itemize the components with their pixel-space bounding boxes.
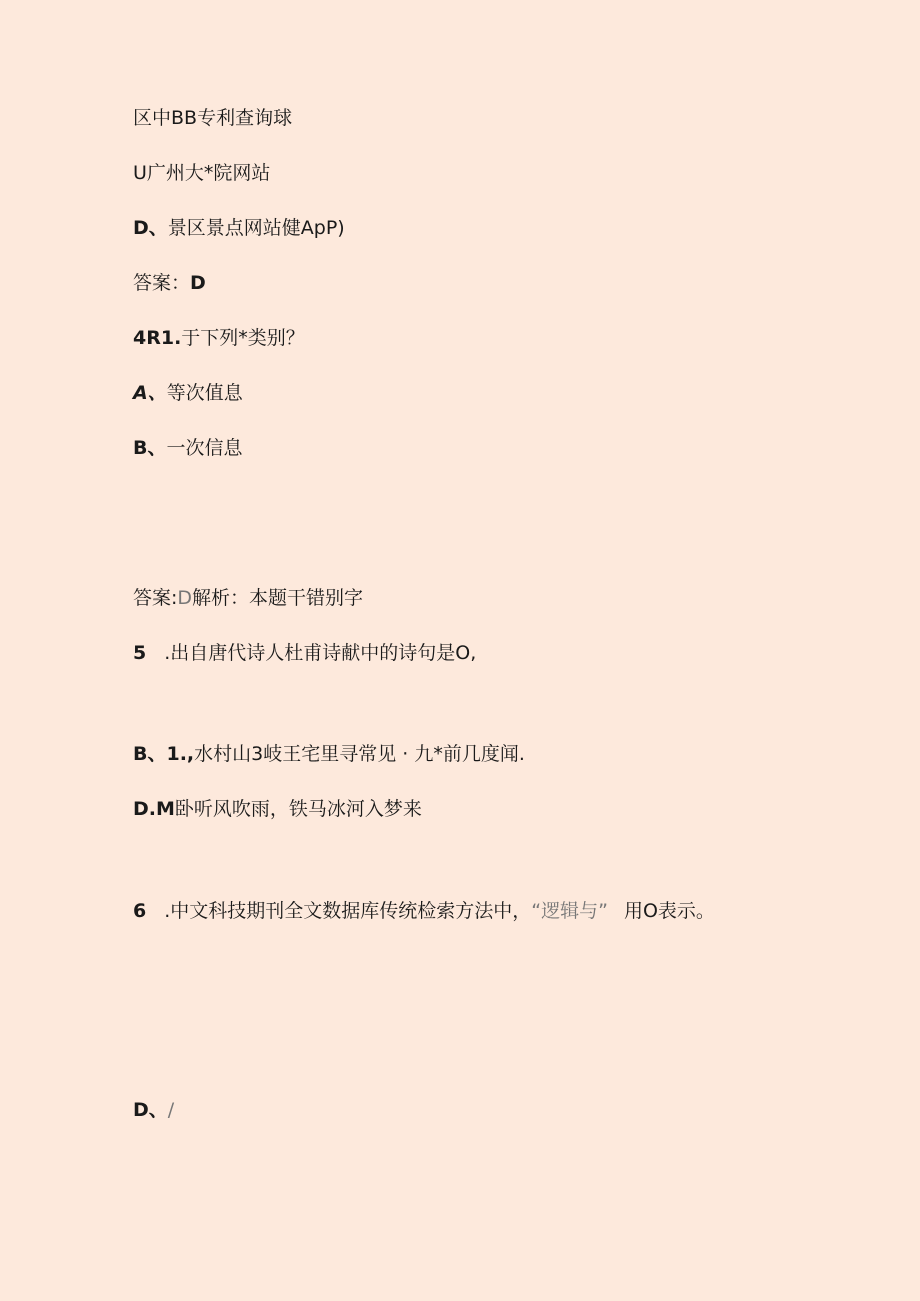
option-text: 水村山3岐王宅里寻常见 · 九*前几度闻. [194, 743, 525, 765]
option-text: 一次信息 [166, 437, 243, 459]
option-text: / [167, 1099, 175, 1121]
option-d-line [133, 215, 345, 241]
question-quote: “逻辑与” [531, 900, 608, 922]
option-prefix: D.M [133, 798, 175, 820]
option-number: 1., [166, 743, 195, 765]
answer-value: D [190, 272, 206, 294]
question-text: .中文科技期刊全文数据库传统检索方法中， [164, 900, 532, 922]
option-d-line-3 [133, 1097, 174, 1123]
option-d-line-2 [133, 796, 422, 822]
question-4-line [133, 325, 305, 351]
answer-explanation: 解析：本题干错别字 [192, 587, 364, 609]
option-line-patent [133, 105, 292, 131]
option-prefix: A、 [133, 382, 167, 404]
question-text-end: 用O表示。 [623, 900, 715, 922]
answer-line-2 [133, 585, 363, 611]
question-number: 5 [133, 642, 147, 664]
question-number: 6 [133, 900, 147, 922]
answer-line-1 [133, 270, 206, 296]
option-prefix: B、 [133, 743, 167, 765]
answer-value: D [177, 587, 193, 609]
question-text: 于下列*类别？ [181, 327, 305, 349]
line-text: 区中BB专利查询球 [133, 107, 293, 129]
question-6-line [133, 898, 715, 924]
answer-label: 答案： [133, 272, 191, 294]
question-text: .出自唐代诗人杜甫诗献中的诗句是O, [164, 642, 477, 664]
option-text: 卧听风吹雨，铁马冰河入梦来 [174, 798, 422, 820]
answer-label: 答案: [133, 587, 178, 609]
question-number: 4R1. [133, 327, 182, 349]
option-b-line-2 [133, 741, 525, 767]
option-a-line [133, 380, 243, 406]
option-prefix: B、 [133, 437, 167, 459]
option-text: 等次值息 [166, 382, 243, 404]
question-5-line [133, 640, 476, 666]
option-line-website [133, 160, 270, 186]
line-text: U广州大*院网站 [133, 162, 271, 184]
option-text: 景区景点网站健ApP) [167, 217, 345, 239]
option-prefix: D、 [133, 217, 168, 239]
option-prefix: D、 [133, 1099, 168, 1121]
option-b-line [133, 435, 243, 461]
